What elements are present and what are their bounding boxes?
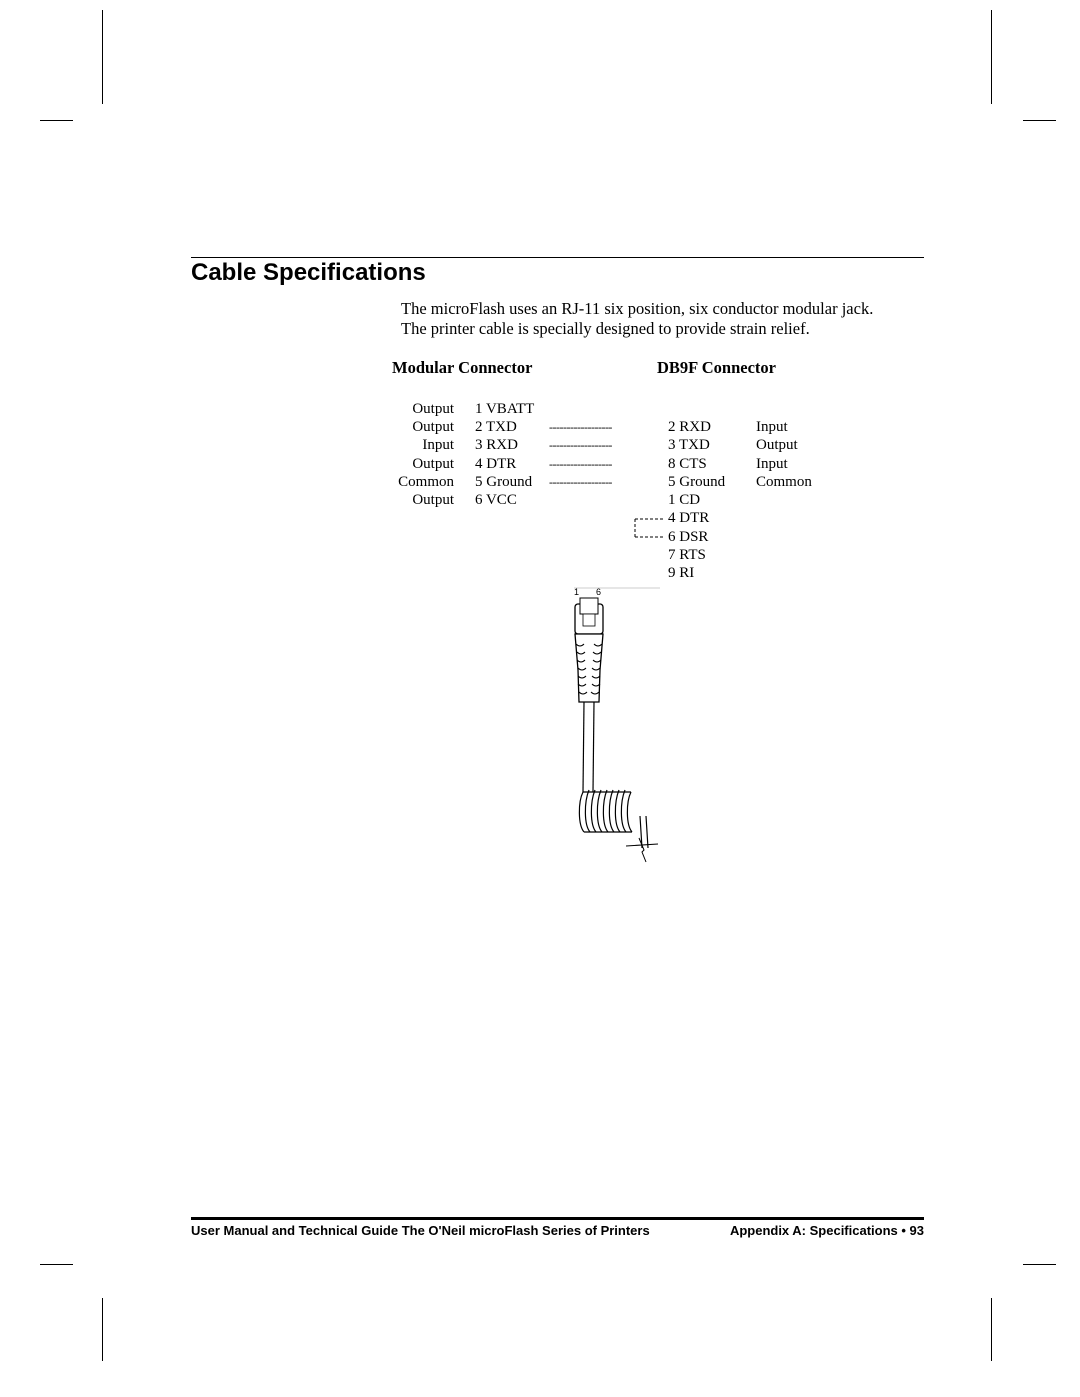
rj11-cable-illustration [560, 580, 670, 870]
db9-pin-signal: 5 Ground [668, 474, 726, 490]
crop-mark [102, 10, 103, 104]
pin-6-label: 6 [596, 587, 602, 597]
crop-mark [40, 120, 73, 121]
modular-pin-signal: 5 Ground [475, 474, 533, 490]
modular-pin-signal: 1 VBATT [475, 401, 535, 417]
db9-pin-direction: Input [756, 419, 788, 435]
db9-pin-direction: Input [756, 456, 788, 472]
db9-pin-direction: Common [756, 474, 812, 490]
modular-pin-signal: 4 DTR [475, 456, 517, 472]
db9-pin-signal: 1 CD [668, 492, 701, 508]
modular-pin-signal: 3 RXD [475, 437, 518, 453]
pin-link-dashes: ------------------ [549, 438, 612, 452]
crop-mark [1023, 1264, 1056, 1265]
footer-rule [191, 1217, 924, 1220]
modular-pin-signal: 2 TXD [475, 419, 517, 435]
modular-connector-heading: Modular Connector [392, 358, 533, 377]
intro-line-1: The microFlash uses an RJ-11 six position, six conductor modular jack. [401, 299, 874, 318]
modular-pin-direction: Input [422, 437, 454, 453]
modular-pin-direction: Common [398, 474, 454, 490]
page-title: Cable Specifications [191, 259, 426, 286]
db9-pin-signal: 7 RTS [668, 547, 706, 563]
crop-mark [40, 1264, 73, 1265]
modular-pin-direction: Output [412, 456, 454, 472]
modular-pin-direction: Output [412, 401, 454, 417]
db9-pin-signal: 8 CTS [668, 456, 707, 472]
db9-pin-signal: 4 DTR [668, 510, 710, 526]
modular-pin-direction: Output [412, 419, 454, 435]
db9f-connector-heading: DB9F Connector [657, 358, 776, 377]
footer-document-title: User Manual and Technical Guide The O'Neil microFlash Series of Printers [191, 1223, 650, 1238]
crop-mark [991, 1298, 992, 1361]
pin-link-dashes: ------------------ [549, 475, 612, 489]
crop-mark [102, 1298, 103, 1361]
crop-mark [991, 10, 992, 104]
pin-1-label: 1 [574, 587, 580, 597]
db9-pin-signal: 2 RXD [668, 419, 711, 435]
db9-pin-signal: 3 TXD [668, 437, 710, 453]
modular-pin-signal: 6 VCC [475, 492, 517, 508]
dtr-dsr-jumper [630, 512, 666, 542]
footer-page-reference: Appendix A: Specifications • 93 [729, 1223, 924, 1238]
pin-link-dashes: ------------------ [549, 457, 612, 471]
db9-pin-signal: 6 DSR [668, 529, 709, 545]
intro-line-2: The printer cable is specially designed to provide strain relief. [401, 319, 810, 338]
pin-link-dashes: ------------------ [549, 420, 612, 434]
crop-mark [1023, 120, 1056, 121]
db9-pin-direction: Output [756, 437, 798, 453]
db9-pin-signal: 9 RI [668, 565, 695, 581]
modular-pin-direction: Output [412, 492, 454, 508]
